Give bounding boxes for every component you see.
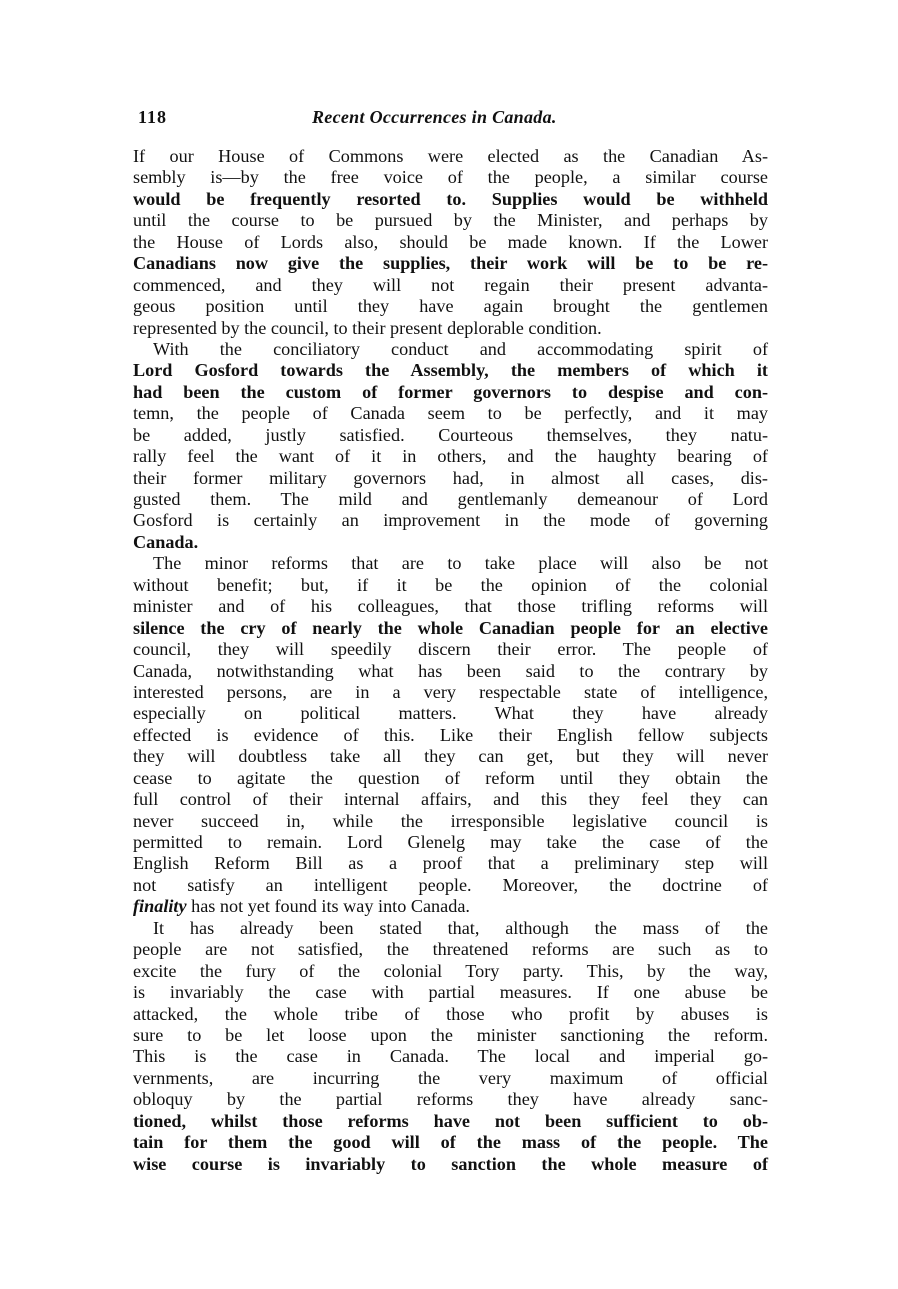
text-line: never succeed in, while the irresponsible legislative council is: [133, 810, 768, 831]
text-line: gusted them. The mild and gentlemanly demeanour of Lord: [133, 489, 768, 509]
text-line: Canadians now give the supplies, their work will be to be re-: [133, 253, 768, 274]
text-line: vernments, are incurring the very maximum of official: [133, 1067, 768, 1088]
text-line: is invariably the case with partial measures. If one abuse be: [133, 982, 768, 1003]
text-line-finality: [133, 896, 768, 917]
text-line: sure to be let loose upon the minister sanctioning the reform.: [133, 1024, 768, 1045]
page-header: [138, 107, 768, 135]
text-line: council, they will speedily discern their error. The people of: [133, 639, 768, 660]
body-text: [133, 146, 768, 1175]
italic-word: finality: [133, 896, 187, 917]
text-line: without benefit; but, if it be the opinion of the colonial: [133, 574, 768, 595]
text-line: If our House of Commons were elected as the Canadian As-: [133, 146, 768, 166]
text-line: silence the cry of nearly the whole Canadian people for an elective: [133, 617, 768, 638]
text-line: permitted to remain. Lord Glenelg may take the case of the: [133, 832, 768, 852]
text-line: This is the case in Canada. The local and imperial go-: [133, 1046, 768, 1067]
text-line: With the conciliatory conduct and accommodating spirit of: [153, 338, 768, 359]
text-line: The minor reforms that are to take place will also be not: [153, 553, 768, 574]
text-line: had been the custom of former governors to despise and con-: [133, 381, 768, 402]
text-line: temn, the people of Canada seem to be perfectly, and it may: [133, 403, 768, 424]
text-line: they will doubtless take all they can get, but they will never: [133, 746, 768, 767]
text-line: people are not satisfied, the threatened reforms are such as to: [133, 939, 768, 960]
text-line: Canada, notwithstanding what has been said to the contrary by: [133, 660, 768, 681]
text-line: interested persons, are in a very respectable state of intelligence,: [133, 681, 768, 702]
text-line: wise course is invariably to sanction the whole measure of: [133, 1153, 768, 1174]
running-title: Recent Occurrences in Canada.: [312, 107, 557, 127]
text-line: sembly is—by the free voice of the people, a similar course: [133, 167, 768, 188]
text-line: It has already been stated that, although the mass of the: [153, 917, 768, 938]
text-line: until the course to be pursued by the Minister, and perhaps by: [133, 210, 768, 231]
text-line: Gosford is certainly an improvement in the mode of governing: [133, 510, 768, 531]
text-line: would be frequently resorted to. Supplies would be withheld: [133, 188, 768, 209]
text-line: be added, justly satisfied. Courteous themselves, they natu-: [133, 424, 768, 445]
text-line: rally feel the want of it in others, and the haughty bearing of: [133, 446, 768, 467]
text-line: cease to agitate the question of reform until they obtain the: [133, 767, 768, 788]
text-line: not satisfy an intelligent people. Moreover, the doctrine of: [133, 874, 768, 895]
text-line-rest: has not yet found its way into Canada.: [191, 896, 470, 917]
text-line: full control of their internal affairs, and this they feel they can: [133, 789, 768, 810]
text-line: especially on political matters. What they have already: [133, 703, 768, 724]
text-line: obloquy by the partial reforms they have already sanc-: [133, 1089, 768, 1110]
text-line: effected is evidence of this. Like their English fellow subjects: [133, 724, 768, 745]
text-line: attacked, the whole tribe of those who profit by abuses is: [133, 1003, 768, 1024]
page-number: 118: [138, 107, 168, 127]
text-line: geous position until they have again brought the gentlemen: [133, 296, 768, 317]
text-line: minister and of his colleagues, that those trifling reforms will: [133, 596, 768, 617]
text-line: represented by the council, to their present deplorable condition.: [133, 317, 602, 338]
text-line: tioned, whilst those reforms have not been sufficient to ob-: [133, 1110, 768, 1131]
text-line: the House of Lords also, should be made known. If the Lower: [133, 231, 768, 252]
text-line: tain for them the good will of the mass of the people. The: [133, 1132, 768, 1153]
text-line: Lord Gosford towards the Assembly, the members of which it: [133, 360, 768, 381]
text-line: English Reform Bill as a proof that a preliminary step will: [133, 853, 768, 874]
text-line: Canada.: [133, 531, 199, 552]
text-line: commenced, and they will not regain their present advanta-: [133, 274, 768, 295]
text-line: their former military governors had, in almost all cases, dis-: [133, 467, 768, 488]
text-line: excite the fury of the colonial Tory party. This, by the way,: [133, 960, 768, 981]
